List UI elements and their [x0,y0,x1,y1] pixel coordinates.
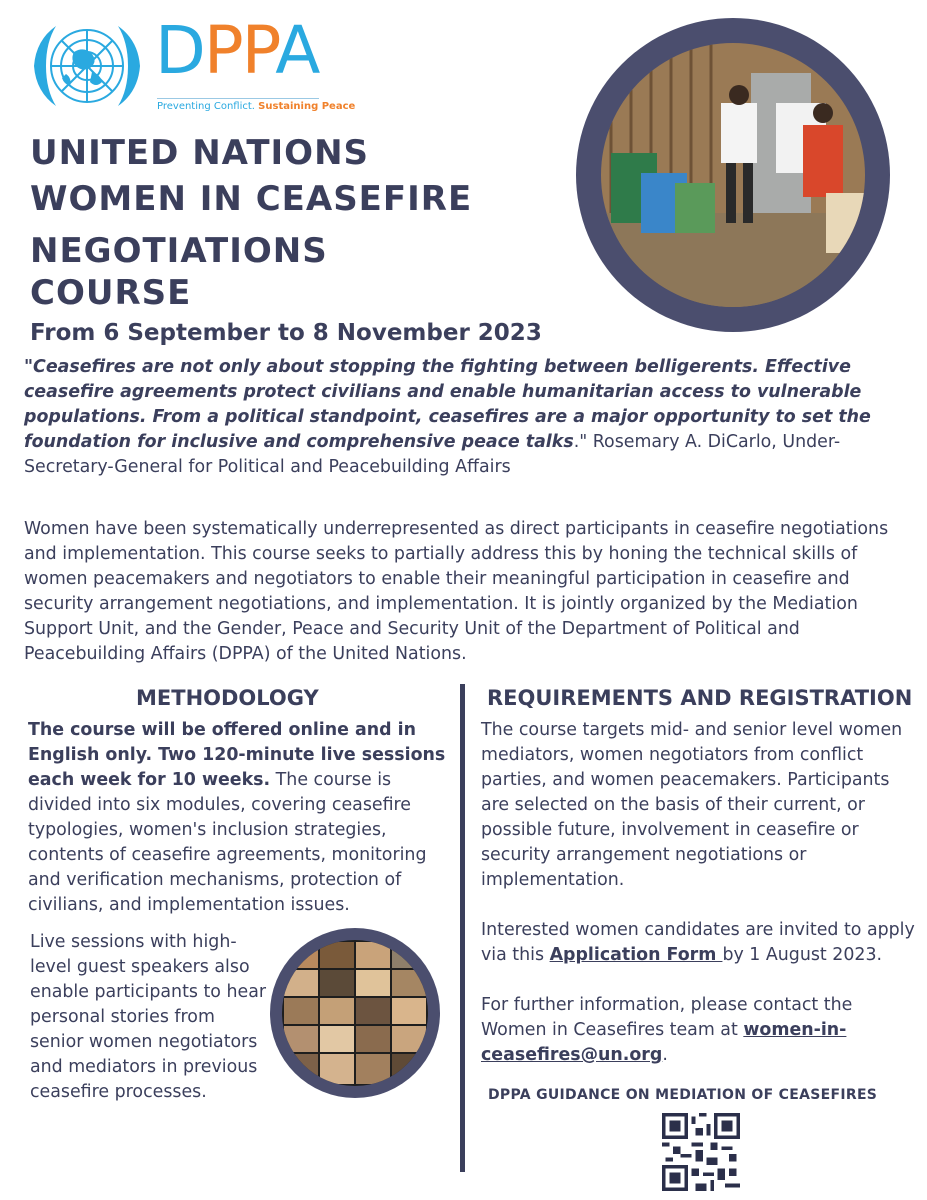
qr-code-icon[interactable] [662,1113,740,1191]
dppa-logo-text: DPPA [155,12,319,89]
apply-prefix: Interested women candidates are invited to apply via this [481,920,915,965]
title-line-4: COURSE [30,273,192,313]
contact-prefix: For further information, please contact the Women in Ceasefires team at [481,995,853,1040]
methodology-bold-text: The course will be offered online and in English only. Two 120-minute live sessions each week for 10 weeks. [28,720,446,790]
contact-text [481,993,921,1068]
apply-text [481,918,921,968]
requirements-text: The course targets mid- and senior level women mediators, women negotiators from conflict parties, and women peacemakers. Participants are selected on the basis of their current, or possible future, involvement in ceasefire or security arrangement negotiations or implementation. [481,720,903,890]
workshop-photo [601,43,865,307]
intro-paragraph: Women have been systematically underrepresented as direct participants in ceasefire negotiations and implementation. This course seeks to partially address this by honing the technical skills of women peacemakers and negotiators to enable their meaningful participation in ceasefire and security arrangement negotiations, and implementation. It is jointly organized by the Mediation Support Unit, and the Gender, Peace and Security Unit of the Department of Political and Peacebuilding Affairs (DPPA) of the United Nations. [24,519,889,664]
contact-suffix: . [662,1045,668,1065]
methodology-title: METHODOLOGY [136,686,319,710]
guidance-title: DPPA GUIDANCE ON MEDIATION OF CEASEFIRES [488,1087,878,1103]
requirements-title: REQUIREMENTS AND REGISTRATION [487,686,913,710]
quote-attribution: Rosemary A. DiCarlo, Under-Secretary-General for Political and Peacebuilding Affairs [24,432,841,477]
video-call-photo [282,940,428,1086]
apply-suffix: by 1 August 2023. [722,945,883,965]
methodology-text [28,718,453,918]
quote-tail: ." [573,432,588,452]
un-emblem-icon [26,16,148,116]
live-sessions-text: Live sessions with high-level guest speakers also enable participants to hear personal stories from senior women negotiators and mediators in previous ceasefire processes. [30,932,267,1102]
application-form-link[interactable]: Application Form [549,945,723,965]
column-divider [460,684,465,1172]
quote-block [24,355,904,480]
contact-email-link[interactable]: women-in-ceasefires@un.org [481,1020,847,1065]
quote-text: "Ceasefires are not only about stopping the fighting between belligerents. Effective ceasefire agreements protect civilians and enable humanitarian access to vulnerable populations. From a political standpoint, ceasefires are a major opportunity to set the foundation for inclusive and comprehensive peace talks [24,357,871,452]
title-line-2: WOMEN IN CEASEFIRE [30,179,473,219]
dppa-tagline: Preventing Conflict. Sustaining Peace [157,98,319,112]
methodology-body-text: The course is divided into six modules, covering ceasefire typologies, women's inclusion strategies, contents of ceasefire agreements, monitoring and verification mechanisms, protection of civilians, and implementation issues. [28,770,427,915]
title-line-1: UNITED NATIONS [30,133,370,173]
title-line-3: NEGOTIATIONS [30,231,328,271]
course-dates: From 6 September to 8 November 2023 [30,320,542,346]
